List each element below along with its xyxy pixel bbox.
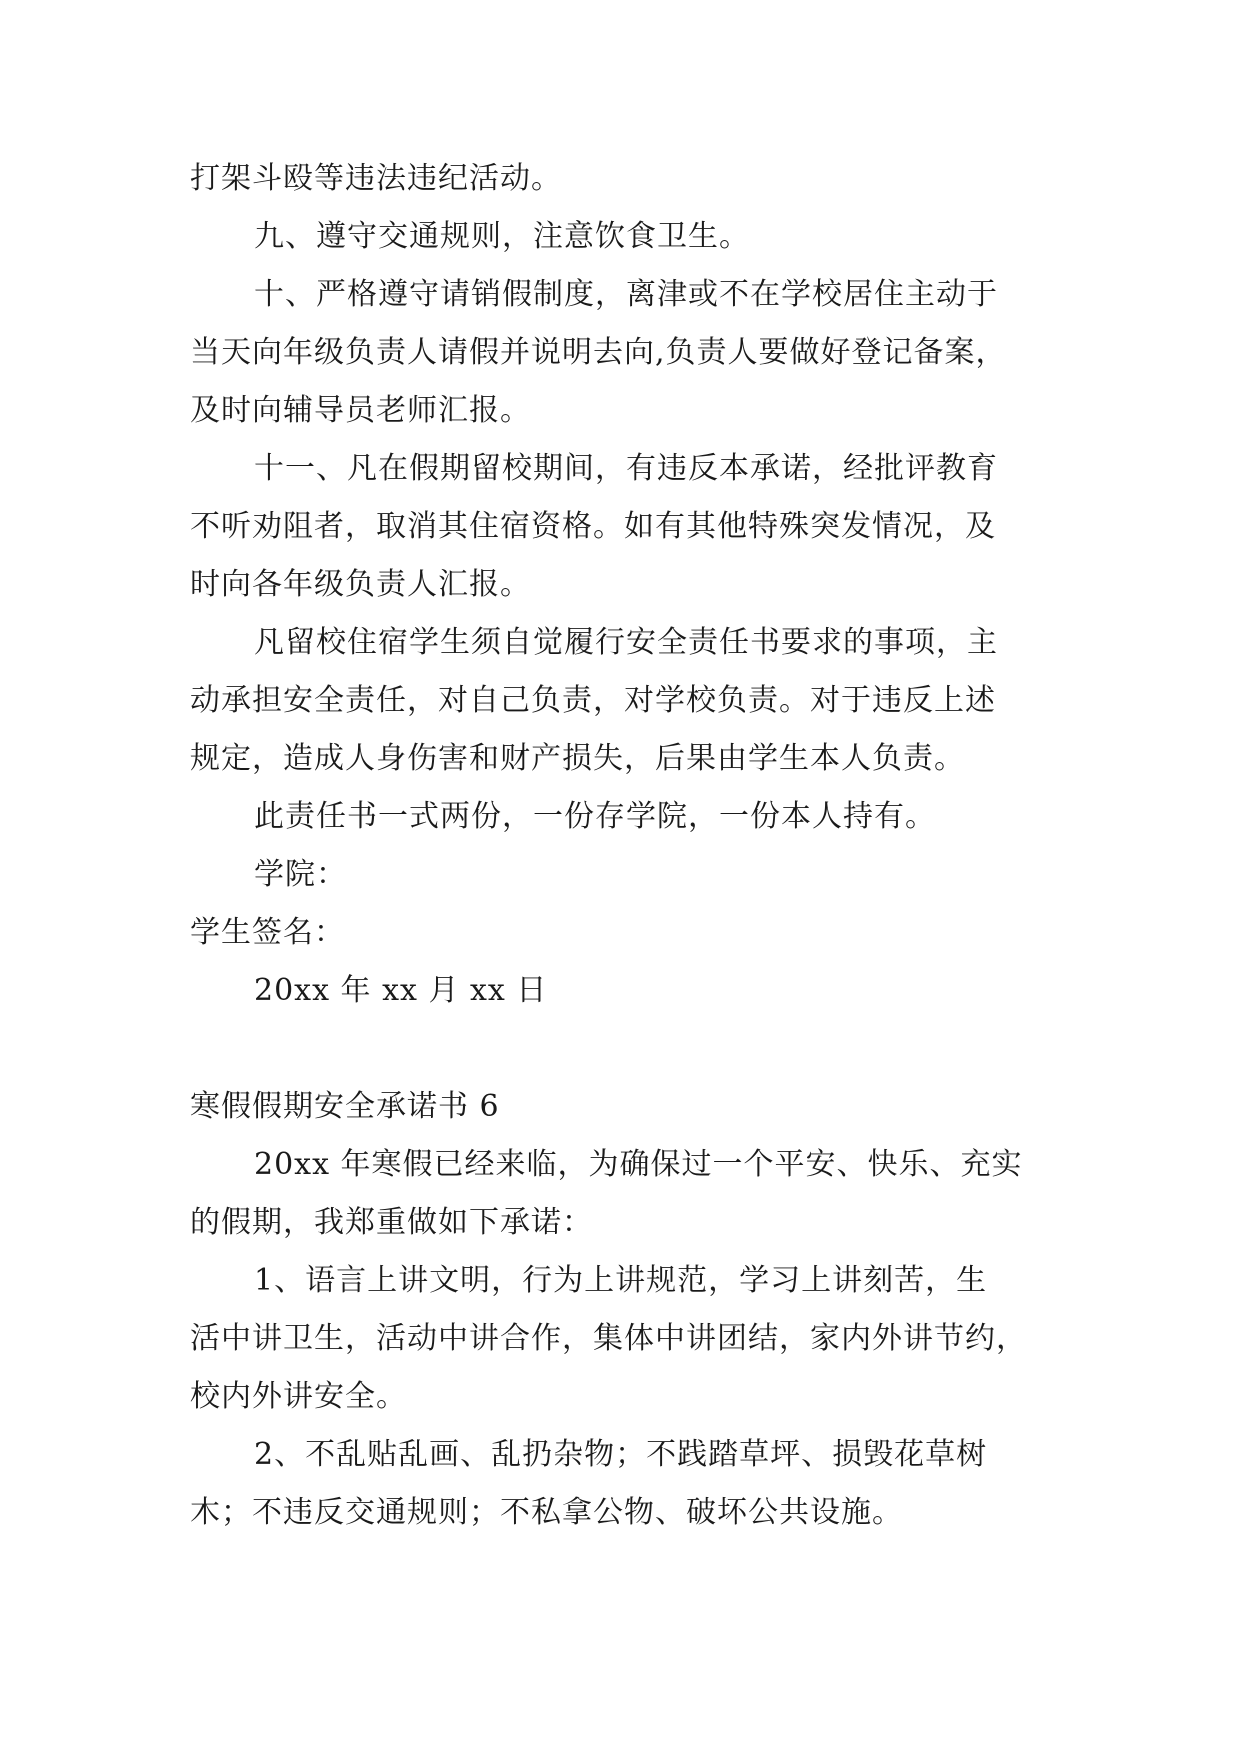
- text-line: 1、语言上讲文明，行为上讲规范，学习上讲刻苦，生: [254, 1263, 988, 1298]
- text-line: 不听劝阻者，取消其住宿资格。如有其他特殊突发情况，及: [190, 509, 996, 544]
- text-line: 20xx 年寒假已经来临，为确保过一个平安、快乐、充实: [254, 1147, 1023, 1182]
- text-line: 当天向年级负责人请假并说明去向,负责人要做好登记备案，: [190, 335, 1007, 370]
- text-line: 规定，造成人身伤害和财产损失，后果由学生本人负责。: [190, 741, 965, 776]
- section-title: 寒假假期安全承诺书 6: [190, 1089, 500, 1124]
- text-line: 九、遵守交通规则，注意饮食卫生。: [254, 219, 750, 254]
- document-body: [190, 150, 1050, 1542]
- blank-gap: [190, 1020, 1050, 1078]
- text-line: 木；不违反交通规则；不私拿公物、破坏公共设施。: [190, 1495, 903, 1530]
- text-line: 十、严格遵守请销假制度，离津或不在学校居住主动于: [254, 277, 998, 312]
- text-line: 及时向辅导员老师汇报。: [190, 393, 531, 428]
- text-line: 的假期，我郑重做如下承诺：: [190, 1205, 593, 1240]
- text-line: 校内外讲安全。: [190, 1379, 407, 1414]
- date-line: 20xx 年 xx 月 xx 日: [254, 973, 548, 1008]
- text-line: 活中讲卫生，活动中讲合作，集体中讲团结，家内外讲节约，: [190, 1321, 1027, 1356]
- college-label: 学院：: [254, 857, 347, 892]
- text-line: 打架斗殴等违法违纪活动。: [190, 161, 562, 196]
- text-line: 时向各年级负责人汇报。: [190, 567, 531, 602]
- text-line: 动承担安全责任，对自己负责，对学校负责。对于违反上述: [190, 683, 996, 718]
- text-line: 2、不乱贴乱画、乱扔杂物；不践踏草坪、损毁花草树: [254, 1437, 988, 1472]
- student-signature-label: 学生签名：: [190, 915, 345, 950]
- text-line: 十一、凡在假期留校期间，有违反本承诺，经批评教育: [254, 451, 998, 486]
- text-line: 此责任书一式两份，一份存学院，一份本人持有。: [254, 799, 936, 834]
- text-line: 凡留校住宿学生须自觉履行安全责任书要求的事项，主: [254, 625, 998, 660]
